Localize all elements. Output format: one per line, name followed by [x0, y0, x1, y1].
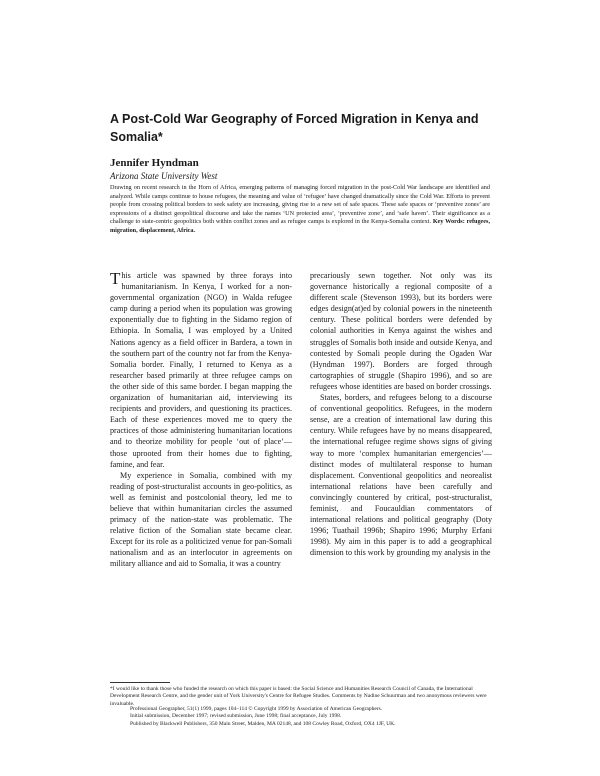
publication-line: Professional Geographer, 51(1) 1999, pages 104–114 © Copyright 1999 by Association of American Geographers.	[130, 706, 383, 712]
abstract-keywords: Key Words: refugees, migration, displacement, Africa.	[110, 218, 490, 234]
abstract-text: Drawing on recent research in the Horn of Africa, emerging patterns of managing forced migration in the post-Cold War landscape are identified and analyzed. While camps continue to house refugees, the meaning and value of ‘refugee’ have changed dramatically since the Cold War. Efforts to prevent people from crossing political borders to seek safety are increasing, giving rise to a new set of safe spaces. These safe spaces or ‘preventive zones’ are expressions of a distinct geopolitical discourse and take the names ‘UN protected area’, ‘preventive zone’, and ‘safe haven’. Their significance as a challenge to state-centric geopolitics both within conflict zones and as refugee camps is explored in the Kenya-Somalia context.	[110, 184, 490, 226]
footnote: *I would like to thank those who funded the research on which this paper is based: the Social Science and Humanities Research Council of Canada, the International Development Research Centre, and the gender unit of York University's Centre for Refugee Studies. Comments by Nadine Schuurman and two anonymous reviewers were invaluable.	[110, 686, 487, 707]
body-paragraph: precariously sewn together. Not only was its governance historically a regional composite of a different scale (Stevenson 1993), but its borders were edges design(at)ed by colonial powers in the nineteenth century. These political borders were defended by colonial authorities in Kenya against the wishes and struggles of Somalis both inside and outside Kenya, and contested by Somali people during the Ogaden War (Hyndman 1997). Borders are forged through cartographies of struggle (Shapiro 1996), and so are refugees whose identities are based on border crossings.	[310, 271, 492, 391]
body-paragraph: States, borders, and refugees belong to a discourse of conventional geopolitics. Refugees, in the modern sense, are a creation of international law during this century. While refugees have by no means disappeared, the international refugee regime shows signs of giving way to more ‘complex humanitarian emergencies’—distinct modes of multilateral response to human displacement. Conventional geopolitics and neorealist international relations have been carefully and convincingly countered by critical, post-structuralist, feminist, and Foucauldian commentators of international relations and political geography (Doty 1996; Tuathail 1996b; Shapiro 1996; Murphy Erfani 1998). My aim in this paper is to add a geographical dimension to this work by grounding my analysis in the	[310, 393, 492, 558]
publication-line: Initial submission, December 1997; revised submission, June 1998; final acceptance, July 1998.	[130, 713, 342, 720]
body-paragraph-text: his article was spawned by three forays into humanitarianism. In Kenya, I worked for a non-governmental organization (NGO) in Walda refugee camp during a period when its population was growing exponentially due to fighting in the Sidamo region of Ethiopia. In Somalia, I was employed by a United Nations agency as a field officer in Bardera, a town in the southern part of the country not far from the Kenya-Somalia border. Finally, I returned to Kenya as a researcher based primarily at three refugee camps on the other side of this same border. I began mapping the organization of humanitarian aid, interviewing its recipients and providers, and questioning its practices. Each of these experiences moved me to query the practices of those administering humanitarian locations and to theorize mobility for people ‘out of place’—those uprooted from their homes due to fighting, famine, and fear.	[110, 271, 292, 469]
body-paragraph	[110, 270, 292, 470]
footnote-divider	[110, 682, 170, 683]
article-title: A Post-Cold War Geography of Forced Migration in Kenya and Somalia*	[110, 112, 479, 144]
abstract	[110, 184, 490, 235]
body-column-right	[310, 270, 492, 558]
author-name: Jennifer Hyndman	[110, 157, 199, 169]
body-column-left	[110, 270, 292, 570]
author-affiliation: Arizona State University West	[110, 171, 218, 181]
body-paragraph: My experience in Somalia, combined with my reading of post-structuralist accounts in geo-politics, as well as feminist and postcolonial theory, led me to believe that within humanitarian circles the assumed primacy of the nation-state was problematic. The relative fiction of the Somalian state became clear. Except for its role as a politicized venue for pan-Somali nationalism and as an interlocutor in agreements on military alliance and aid to Somalia, it was a country	[110, 470, 292, 569]
publication-line: Published by Blackwell Publishers, 350 Main Street, Malden, MA 02148, and 108 Cowley Road, Oxford, OX4 1JF, UK.	[130, 720, 396, 727]
publication-info	[130, 706, 500, 728]
drop-cap: T	[110, 269, 121, 288]
